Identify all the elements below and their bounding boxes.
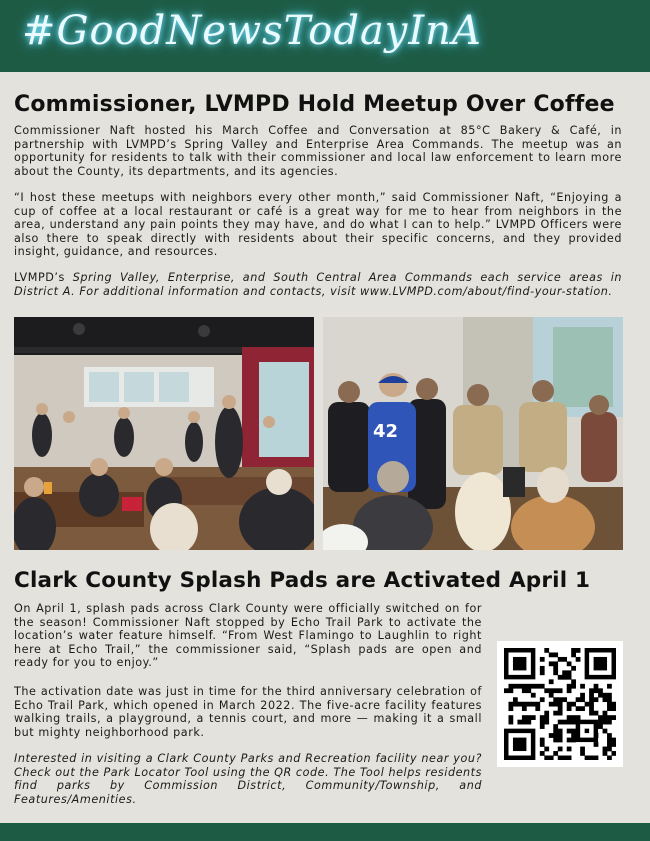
officers-speaking-photo	[323, 317, 623, 550]
article2-paragraph-1: On April 1, splash pads across Clark County were officially switched on for the season! Commissioner Naft stopped by Echo Trail Park to activate the location’s water feature himself. “From West Flamingo to Laughlin to right here at Echo Trail,” the commissioner said, “Splash pads are open and ready for you to enjoy.”	[14, 602, 482, 670]
footer-bar	[0, 823, 650, 841]
qr-code-icon	[504, 648, 616, 760]
article1-title: Commissioner, LVMPD Hold Meetup Over Coffee	[14, 92, 615, 117]
article1-paragraph-3	[14, 271, 622, 298]
article1-paragraph-1: Commissioner Naft hosted his March Coffee and Conversation at 85°C Bakery & Café, in partnership with LVMPD’s Spring Valley and Enterprise Area Commands. The meetup was an opportunity for residents to talk with their commissioner and local law enforcement to learn more about the County, its departments, and its agencies.	[14, 124, 622, 178]
article1-paragraph-2: “I host these meetups with neighbors every other month,” said Commissioner Naft, “Enjoying a cup of coffee at a local restaurant or café is a great way for me to hear from neighbors in the area, understand any pain points they may have, and do what I can to help.” LVMPD Officers were also there to speak directly with residents about their specific concerns, and they provided insight, guidance, and resources.	[14, 191, 622, 259]
coffee-meetup-crowd-photo	[14, 317, 314, 550]
article1-paragraph-3-lead: LVMPD’s	[14, 271, 73, 284]
header-banner	[0, 0, 650, 72]
article2-title: Clark County Splash Pads are Activated April 1	[14, 568, 591, 593]
park-locator-qr-code[interactable]	[497, 641, 623, 767]
article2-paragraph-2: The activation date was just in time for the third anniversary celebration of Echo Trail Park, which opened in March 2022. The five-acre facility features walking trails, a playground, a tennis court, and more — making it a small but mighty neighborhood park.	[14, 685, 482, 739]
article2-paragraph-3: Interested in visiting a Clark County Parks and Recreation facility near you? Check out the Park Locator Tool using the QR code. The Tool helps residents find parks by Commission District, Community/Township, and Features/Amenities.	[14, 752, 482, 806]
article1-paragraph-3-rest: Spring Valley, Enterprise, and South Central Area Commands each service areas in District A. For additional information and contacts, visit www.LVMPD.com/about/find-your-station.	[14, 271, 622, 298]
hashtag-title: #GoodNewsTodayInA	[22, 8, 482, 54]
jersey-number: 42	[373, 421, 399, 442]
